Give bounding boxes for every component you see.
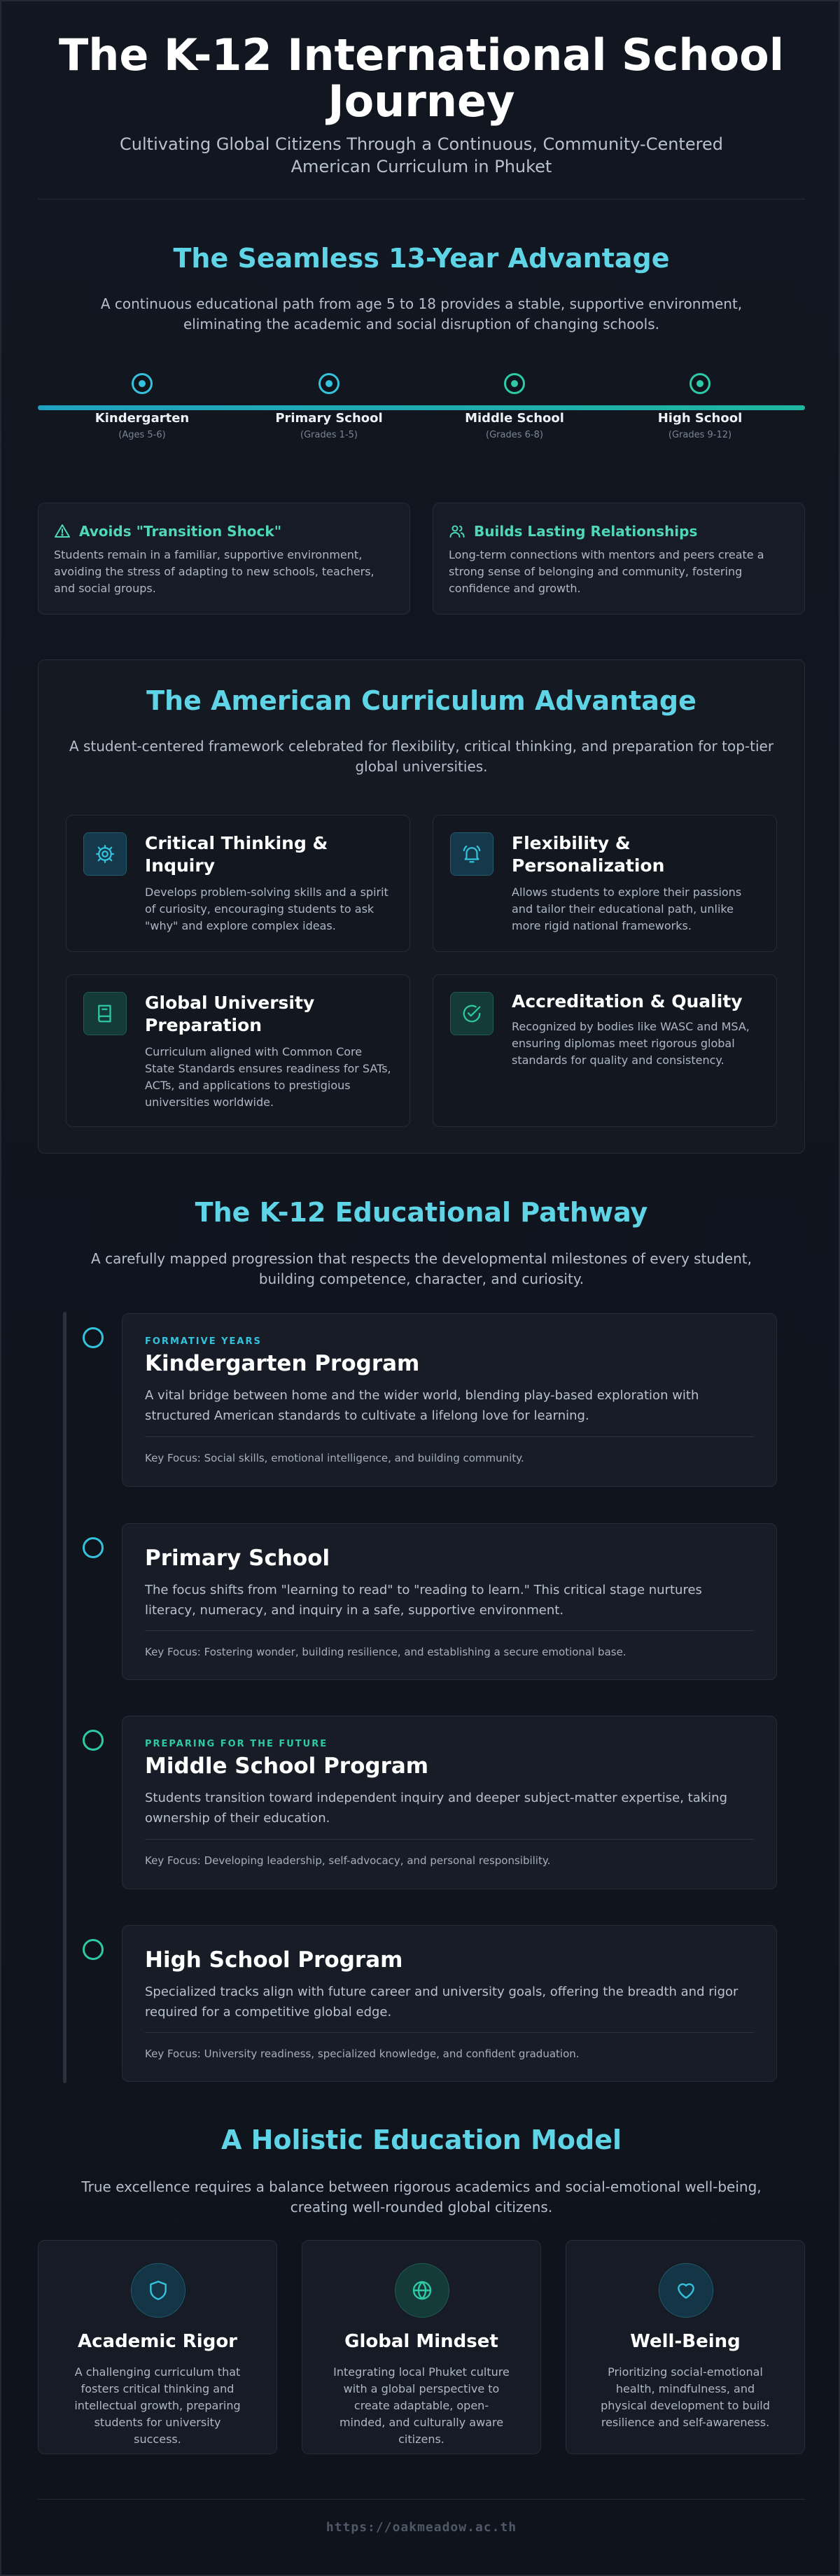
pathway-step-text: The focus shifts from "learning to read" to "reading to learn." This critical stage nurtures literacy, numeracy, and inquiry in a safe, supportive environment.	[145, 1583, 702, 1618]
timeline-stage-name: Primary School	[275, 411, 383, 426]
divider	[145, 1630, 754, 1631]
timeline-dot	[504, 373, 525, 394]
timeline-stage-name: High School	[657, 411, 743, 426]
timeline-stop-primary	[252, 373, 406, 440]
pathway-card-high	[122, 1925, 777, 2082]
pathway-step-title: Middle School Program	[145, 1754, 429, 1779]
pillar-text: A challenging curriculum that fosters critical thinking and intellectual growth, preparing students for university success.	[74, 2365, 241, 2446]
pathway-marker	[83, 1327, 104, 1348]
timeline-stage-range: (Grades 9-12)	[668, 430, 732, 440]
benefit-text: Long-term connections with mentors and peers create a strong sense of belonging and community, fostering confidence and growth.	[449, 548, 764, 595]
pathway-step-text: Specialized tracks align with future career and university goals, offering the breadth and rigor required for a competitive global edge.	[145, 1984, 738, 2019]
benefit-card-transition	[38, 503, 410, 615]
feature-card-university-prep	[66, 974, 410, 1127]
feature-card-critical-thinking	[66, 815, 410, 952]
pathway-key-focus: Key Focus: Social skills, emotional intelligence, and building community.	[145, 1452, 524, 1464]
pillar-text: Prioritizing social-emotional health, mindfulness, and physical development to build resilience and self-awareness.	[601, 2365, 770, 2429]
pillar-card-well-being	[566, 2240, 805, 2454]
feature-icon-box	[83, 992, 127, 1035]
pillar-title: Well-Being	[630, 2331, 741, 2352]
benefit-text: Students remain in a familiar, supportive environment, avoiding the stress of adapting to new schools, teachers, and social groups.	[54, 548, 374, 595]
pillar-card-global-mindset	[302, 2240, 541, 2454]
holistic-description: True excellence requires a balance between rigorous academics and social-emotional well-being, creating well-rounded global citizens.	[81, 2178, 762, 2216]
timeline-dot	[690, 373, 710, 394]
pillar-icon-circle	[131, 2263, 186, 2318]
footer-url[interactable]: https://oakmeadow.ac.th	[326, 2520, 517, 2535]
page-title: The K-12 International School Journey	[58, 29, 785, 127]
feature-icon-box	[450, 992, 493, 1035]
seamless-title: The Seamless 13-Year Advantage	[173, 243, 670, 274]
feature-title: Global University Preparation	[145, 993, 315, 1035]
feature-text: Allows students to explore their passions and tailor their educational path, unlike more rigid national frameworks.	[512, 886, 742, 932]
pillar-title: Global Mindset	[344, 2331, 498, 2352]
pathway-marker	[83, 1730, 104, 1751]
pathway-step-title: Kindergarten Program	[145, 1351, 420, 1376]
pathway-eyebrow: PREPARING FOR THE FUTURE	[145, 1739, 328, 1749]
pathway-key-focus: Key Focus: Developing leadership, self-advocacy, and personal responsibility.	[145, 1854, 551, 1867]
pathway-marker	[83, 1939, 104, 1960]
benefit-title: Builds Lasting Relationships	[474, 523, 698, 540]
book-icon	[94, 1003, 115, 1024]
pathway-step-title: High School Program	[145, 1947, 403, 1973]
gear-icon	[94, 844, 115, 864]
feature-icon-box	[450, 832, 493, 876]
timeline-stop-middle	[438, 373, 592, 440]
timeline-stop-kindergarten	[65, 373, 219, 440]
pillar-icon-circle	[659, 2263, 713, 2318]
divider	[38, 2499, 805, 2500]
timeline-stage-range: (Grades 6-8)	[486, 430, 543, 440]
page-subtitle: Cultivating Global Citizens Through a Continuous, Community-Centered American Curriculum in Phuket	[120, 134, 723, 176]
check-circle-icon	[461, 1003, 482, 1024]
divider	[38, 199, 805, 200]
pathway-step-text: Students transition toward independent inquiry and deeper subject-matter expertise, taking ownership of their education.	[145, 1791, 728, 1826]
benefit-heading	[54, 523, 281, 540]
timeline-dot	[132, 373, 153, 394]
holistic-title: A Holistic Education Model	[220, 2124, 622, 2155]
seamless-description: A continuous educational path from age 5 to 18 provides a stable, supportive environment, eliminating the academic and social disruption of changing schools.	[100, 295, 743, 332]
pathway-rail	[63, 1312, 66, 2083]
feature-title: Critical Thinking & Inquiry	[145, 833, 328, 876]
benefit-title: Avoids "Transition Shock"	[79, 523, 282, 540]
curriculum-title: The American Curriculum Advantage	[146, 685, 696, 716]
pathway-step-text: A vital bridge between home and the wider world, blending play-based exploration with structured American standards to cultivate a lifelong love for learning.	[145, 1388, 699, 1423]
feature-title: Flexibility & Personalization	[512, 833, 665, 876]
timeline-stage-range: (Grades 1-5)	[300, 430, 358, 440]
globe-icon	[411, 2279, 433, 2302]
shield-icon	[147, 2279, 169, 2302]
pathway-key-focus: Key Focus: Fostering wonder, building resilience, and establishing a secure emotional base.	[145, 1646, 626, 1658]
timeline-stage-name: Middle School	[465, 411, 564, 426]
pathway-eyebrow: FORMATIVE YEARS	[145, 1336, 262, 1347]
heart-icon	[675, 2279, 697, 2302]
divider	[145, 1436, 754, 1437]
timeline-dot	[318, 373, 340, 394]
pathway-card-primary	[122, 1523, 777, 1680]
divider	[145, 1839, 754, 1840]
pathway-card-middle	[122, 1716, 777, 1889]
feature-card-flexibility	[433, 815, 777, 952]
divider	[145, 2032, 754, 2033]
feature-text: Develops problem-solving skills and a spirit of curiosity, encouraging students to ask "why" and explore complex ideas.	[145, 886, 388, 932]
bell-icon	[461, 844, 482, 864]
pillar-text: Integrating local Phuket culture with a global perspective to create adaptable, open-minded, and culturally aware citizens.	[333, 2365, 510, 2446]
pathway-marker	[83, 1537, 104, 1558]
pathway-title: The K-12 Educational Pathway	[195, 1197, 648, 1228]
feature-card-accreditation	[433, 974, 777, 1127]
feature-text: Curriculum aligned with Common Core State Standards ensures readiness for SATs, ACTs, and applications to prestigious universities worldwide.	[145, 1045, 391, 1109]
feature-title: Accreditation & Quality	[512, 991, 743, 1011]
pillar-card-academic-rigor	[38, 2240, 277, 2454]
benefit-heading	[449, 523, 697, 540]
timeline-stage-range: (Ages 5-6)	[118, 430, 166, 440]
pillar-icon-circle	[395, 2263, 449, 2318]
feature-text: Recognized by bodies like WASC and MSA, ensuring diplomas meet rigorous global standards for quality and consistency.	[512, 1020, 750, 1067]
pathway-step-title: Primary School	[145, 1546, 330, 1571]
curriculum-description: A student-centered framework celebrated for flexibility, critical thinking, and preparation for top-tier global universities.	[69, 738, 774, 775]
warning-triangle-icon	[54, 523, 71, 540]
timeline-stop-high	[623, 373, 777, 440]
pathway-description: A carefully mapped progression that respects the developmental milestones of every student, building competence, character, and curiosity.	[91, 1250, 752, 1287]
pathway-card-kindergarten	[122, 1313, 777, 1487]
timeline-stage-name: Kindergarten	[94, 411, 190, 426]
benefit-card-relationships	[433, 503, 805, 615]
pathway-key-focus: Key Focus: University readiness, specialized knowledge, and confident graduation.	[145, 2047, 580, 2060]
users-icon	[449, 523, 465, 540]
pillar-title: Academic Rigor	[77, 2331, 238, 2352]
feature-icon-box	[83, 832, 127, 876]
